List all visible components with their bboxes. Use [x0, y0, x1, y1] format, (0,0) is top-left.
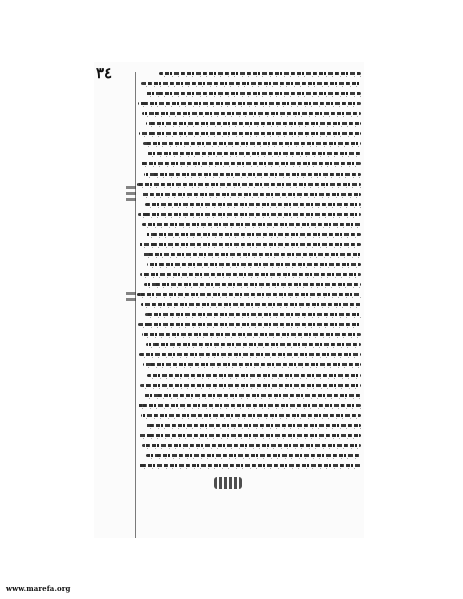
manuscript-line: [140, 273, 361, 276]
manuscript-line: [139, 132, 361, 135]
manuscript-line: [145, 424, 361, 427]
manuscript-line: [145, 313, 361, 316]
manuscript-line: [143, 142, 361, 145]
manuscript-line: [138, 323, 361, 326]
manuscript-line: [140, 384, 361, 387]
handwritten-text-block: [137, 70, 361, 472]
manuscript-line: [145, 203, 361, 206]
manuscript-line: [141, 303, 361, 306]
manuscript-line: [139, 464, 361, 467]
manuscript-line: [146, 454, 361, 457]
manuscript-line: [141, 414, 361, 417]
margin-note: [126, 186, 136, 202]
manuscript-line: [142, 223, 361, 226]
manuscript-line: [139, 243, 361, 246]
manuscript-line: [142, 333, 361, 336]
manuscript-line: [142, 444, 361, 447]
manuscript-line: [142, 112, 361, 115]
manuscript-line: [138, 434, 361, 437]
manuscript-line: [145, 92, 361, 95]
manuscript-line: [143, 253, 361, 256]
manuscript-line: [159, 72, 361, 75]
manuscript-line: [146, 233, 361, 236]
manuscript-line: [147, 374, 361, 377]
manuscript-line: [147, 263, 361, 266]
manuscript-line: [143, 363, 361, 366]
manuscript-line: [141, 82, 361, 85]
manuscript-line: [144, 283, 361, 286]
manuscript-line: [144, 173, 361, 176]
manuscript-line: [138, 213, 361, 216]
manuscript-line: [137, 404, 361, 407]
manuscript-line: [144, 394, 361, 397]
manuscript-line: [138, 102, 361, 105]
margin-note: [126, 292, 136, 302]
manuscript-line: [140, 162, 361, 165]
manuscript-line: [137, 183, 361, 186]
manuscript-line: [146, 122, 361, 125]
manuscript-line: [139, 353, 361, 356]
closing-signature: [214, 477, 242, 489]
site-watermark: www.marefa.org: [6, 584, 71, 593]
page-number: ٣٤: [96, 64, 113, 82]
manuscript-line: [147, 152, 361, 155]
manuscript-line: [141, 193, 361, 196]
manuscript-line: [146, 343, 361, 346]
manuscript-line: [137, 293, 361, 296]
